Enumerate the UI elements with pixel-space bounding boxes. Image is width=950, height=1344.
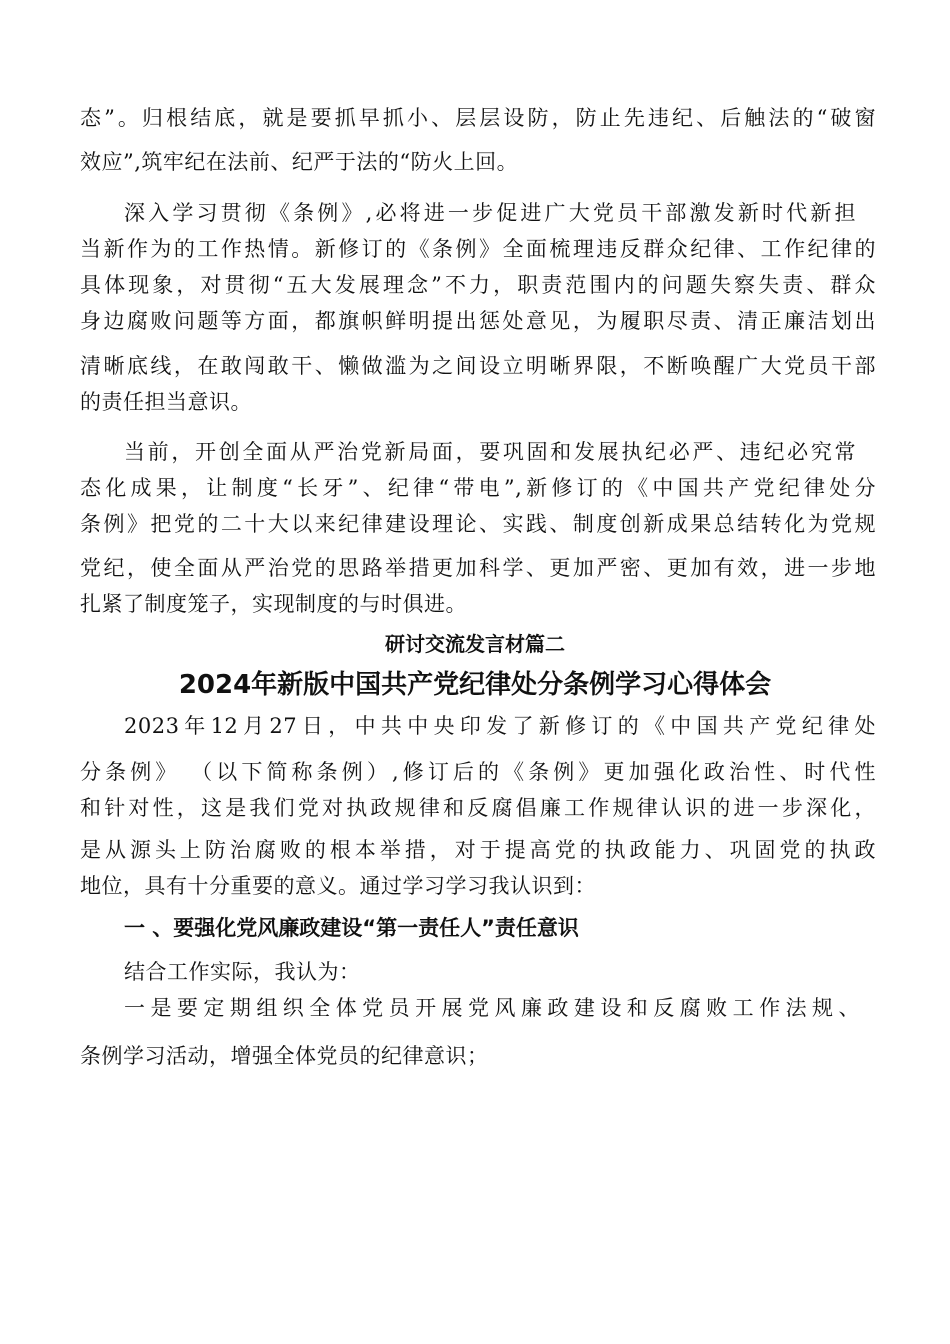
paragraph-line: 态”。归根结底，就是要抓早抓小、层层设防，防止先违纪、后触法的“破窗 (80, 106, 876, 130)
paragraph-line: 条例学习活动，增强全体党员的纪律意识； (80, 1044, 489, 1068)
paragraph-line: 党纪，使全面从严治党的思路举措更加科学、更加严密、更加有效，进一步地 (80, 556, 876, 580)
paragraph-line: 和针对性，这是我们党对执政规律和反腐倡廉工作规律认识的进一步深化， (80, 796, 876, 820)
paragraph-line: 具体现象，对贯彻“五大发展理念”不力，职责范围内的问题失察失责、群众 (80, 273, 876, 297)
paragraph-line: 当前，开创全面从严治党新局面，要巩固和发展执纪必严、违纪必究常 (124, 440, 856, 464)
paragraph-line: 深入学习贯彻《条例》,必将进一步促进广大党员干部激发新时代新担 (124, 201, 856, 225)
paragraph-line: 分条例》 （以下简称条例）,修订后的《条例》更加强化政治性、时代性 (80, 760, 876, 784)
paragraph-line: 效应”,筑牢纪在法前、纪严于法的“防火上回。 (80, 150, 519, 174)
subheading: 一 、要强化党风廉政建设“第一责任人”责任意识 (124, 916, 579, 940)
paragraph-line: 2023年12月27日，中共中央印发了新修订的《中国共产党纪律处 (124, 714, 876, 738)
paragraph-line: 条例》把党的二十大以来纪律建设理论、实践、制度创新成果总结转化为党规 (80, 512, 876, 536)
paragraph-line: 结合工作实际，我认为： (124, 960, 361, 984)
paragraph-line: 当新作为的工作热情。新修订的《条例》全面梳理违反群众纪律、工作纪律的 (80, 237, 876, 261)
paragraph-line: 身边腐败问题等方面，都旗帜鲜明提出惩处意见，为履职尽责、清正廉洁划出 (80, 309, 876, 333)
paragraph-line: 地位，具有十分重要的意义。通过学习学习我认识到： (80, 874, 596, 898)
paragraph-line: 清晰底线，在敢闯敢干、懒做滥为之间设立明晰界限，不断唤醒广大党员干部 (80, 354, 876, 378)
paragraph-line: 是从源头上防治腐败的根本举措，对于提高党的执政能力、巩固党的执政 (80, 838, 876, 862)
paragraph-line: 一是要定期组织全体党员开展党风廉政建设和反腐败工作法规、 (124, 996, 860, 1020)
paragraph-line: 的责任担当意识。 (80, 390, 252, 414)
document-title: 2024年新版中国共产党纪律处分条例学习心得体会 (178, 670, 772, 700)
paragraph-line: 态化成果，让制度“长牙”、纪律“带电”,新修订的《中国共产党纪律处分 (80, 476, 876, 500)
section-label: 研讨交流发言材篇二 (385, 632, 565, 656)
paragraph-line: 扎紧了制度笼子，实现制度的与时俱进。 (80, 592, 467, 616)
